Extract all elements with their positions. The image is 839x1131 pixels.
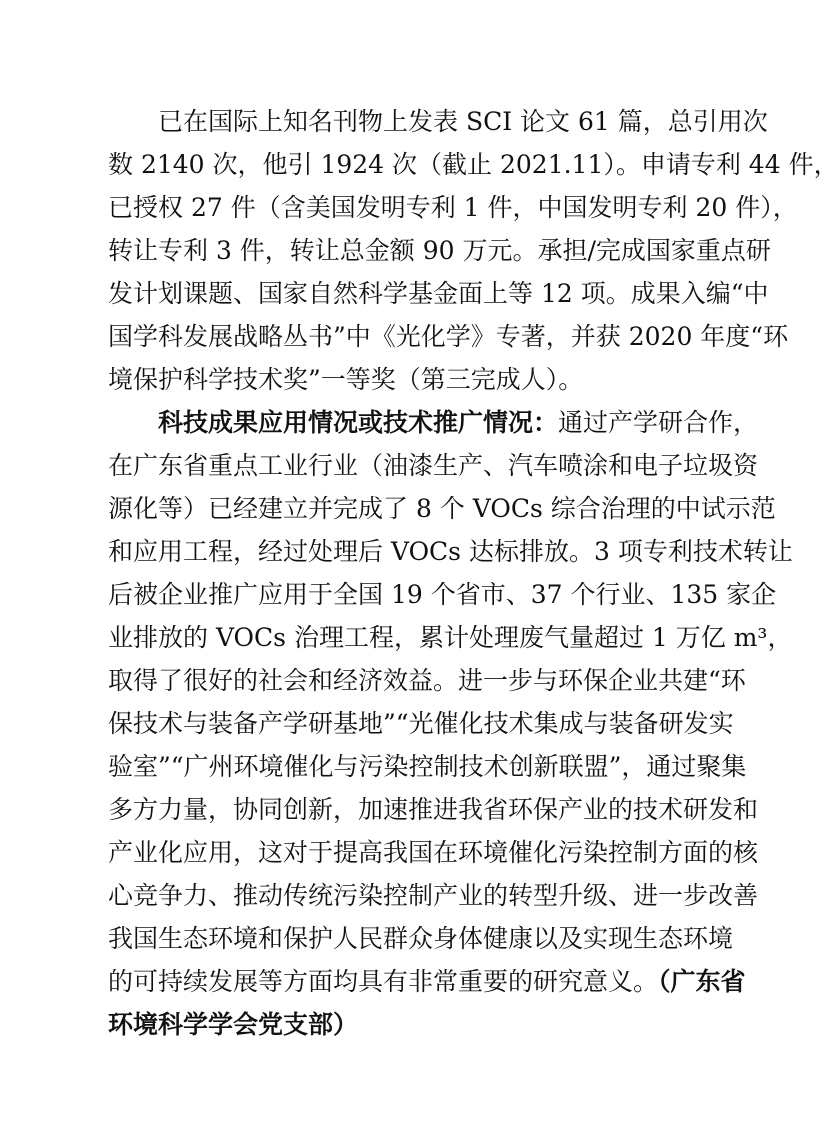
paragraph2-line-7: 取得了很好的社会和经济效益。进一步与环保企业共建“环 <box>108 666 746 695</box>
paragraph1-line-6: 国学科发展战略丛书”中《光化学》专著，并获 2020 年度“环 <box>108 322 789 351</box>
paragraph2-line-4: 和应用工程，经过处理后 VOCs 达标排放。3 项专利技术转让 <box>108 537 793 566</box>
paragraph2-line-14 <box>108 967 746 997</box>
paragraph2-line-10: 多方力量，协同创新，加速推进我省环保产业的技术研发和 <box>108 795 759 824</box>
paragraph1-line-4: 转让专利 3 件，转让总金额 90 万元。承担/完成国家重点研 <box>108 236 771 265</box>
paragraph1-line-2: 数 2140 次，他引 1924 次（截止 2021.11）。申请专利 44 件， <box>108 150 839 179</box>
source-attribution-start: （广东省 <box>658 967 746 996</box>
paragraph1-line-5: 发计划课题、国家自然科学基金面上等 12 项。成果入编“中 <box>108 279 769 308</box>
paragraph2-line-6: 业排放的 VOCs 治理工程，累计处理废气量超过 1 万亿 m³， <box>108 623 793 652</box>
paragraph1-line-3: 已授权 27 件（含美国发明专利 1 件，中国发明专利 20 件）， <box>108 193 798 222</box>
paragraph2-line-9: 验室”“广州环境催化与污染控制技术创新联盟”，通过聚集 <box>108 752 747 781</box>
paragraph2-line-5: 后被企业推广应用于全国 19 个省市、37 个行业、135 家企 <box>108 580 777 609</box>
paragraph2-first-line-text: 通过产学研合作， <box>558 408 759 437</box>
paragraph2-line-13: 我国生态环境和保护人民群众身体健康以及实现生态环境 <box>108 924 734 953</box>
paragraph2-line-8: 保技术与装备产学研基地”“光催化技术集成与装备研发实 <box>108 709 734 738</box>
paragraph2-line-1 <box>108 408 759 438</box>
paragraph1-line-7: 境保护科学技术奖”一等奖（第三完成人）。 <box>108 365 584 394</box>
paragraph2-line-12: 心竞争力、推动传统污染控制产业的转型升级、进一步改善 <box>108 881 759 910</box>
section-heading: 科技成果应用情况或技术推广情况： <box>108 408 559 437</box>
paragraph2-line-3: 源化等）已经建立并完成了 8 个 VOCs 综合治理的中试示范 <box>108 494 776 523</box>
paragraph2-last-line-text: 的可持续发展等方面均具有非常重要的研究意义。 <box>108 967 659 996</box>
source-attribution: 环境科学学会党支部） <box>108 1010 359 1039</box>
paragraph2-line-11: 产业化应用，这对于提高我国在环境催化污染控制方面的核 <box>108 838 759 867</box>
paragraph2-line-2: 在广东省重点工业行业（油漆生产、汽车喷涂和电子垃圾资 <box>108 451 759 480</box>
paragraph1-line-1: 已在国际上知名刊物上发表 SCI 论文 61 篇，总引用次 <box>108 107 768 136</box>
